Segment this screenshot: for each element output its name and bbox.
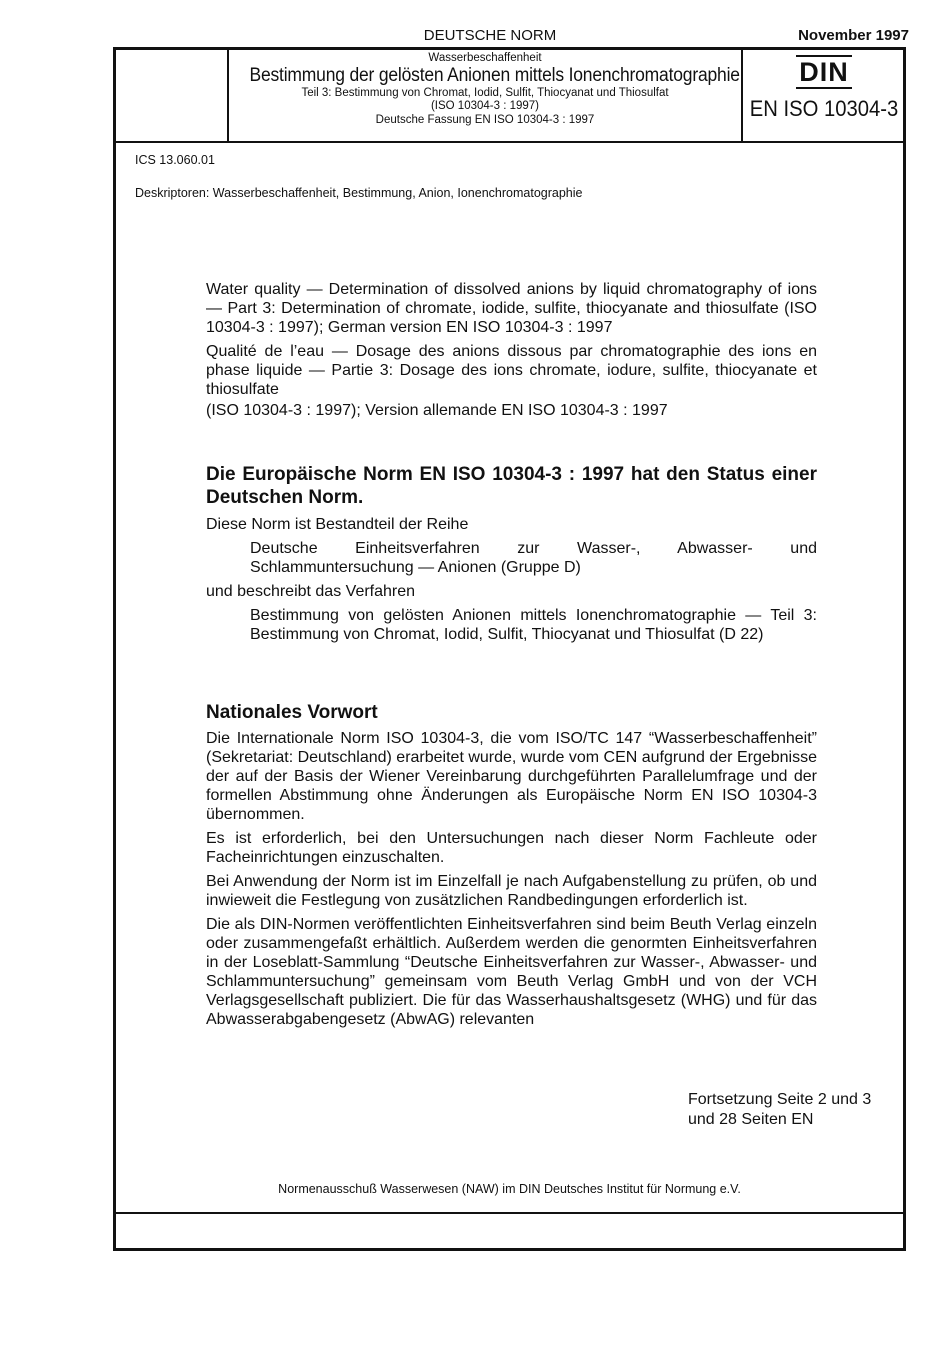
method-name: Bestimmung von gelösten Anionen mittels Ionenchromatographie — Teil 3: Bestimmung von Chromat, Iodid, Sulfit, Thiocyanat und Thiosulfat (D 22) xyxy=(250,607,817,643)
foreword-heading: Nationales Vorwort xyxy=(206,702,378,723)
status-heading: Die Europäische Norm EN ISO 10304-3 : 1997 hat den Status einer Deutschen Norm. xyxy=(206,464,817,508)
status-section xyxy=(206,463,817,649)
french-reference: (ISO 10304-3 : 1997); Version allemande EN ISO 10304-3 : 1997 xyxy=(206,402,668,419)
series-intro: Diese Norm ist Bestandteil der Reihe xyxy=(206,516,469,533)
ics-code: ICS 13.060.01 xyxy=(135,153,215,167)
standard-number: EN ISO 10304-3 xyxy=(749,96,899,121)
header-date: November 1997 xyxy=(798,27,909,44)
footer-divider xyxy=(113,1212,906,1214)
continuation-note xyxy=(688,1090,871,1130)
title-block xyxy=(229,52,741,127)
version-label: Deutsche Fassung EN ISO 10304-3 : 1997 xyxy=(375,113,595,126)
french-title: Qualité de l’eau — Dosage des anions dissous par chromatographie des ions en phase liquide — Partie 3: Dosage des ions chromate, iodure, sulfite, thiocyanate et thiosulfate xyxy=(206,343,817,398)
din-logo: DIN xyxy=(796,55,852,89)
page-frame xyxy=(113,47,906,1251)
part-title: Teil 3: Bestimmung von Chromat, Iodid, Sulfit, Thiocyanat und Thiosulfat xyxy=(301,87,669,100)
foreword-paragraph: Bei Anwendung der Norm ist im Einzelfall je nach Aufgabenstellung zu prüfen, ob und inwieweit die Festlegung von zusätzlichen Randbedingungen erforderlich ist. xyxy=(206,873,817,909)
header-label: DEUTSCHE NORM xyxy=(423,27,557,44)
topic: Wasserbeschaffenheit xyxy=(428,52,542,64)
series-name: Deutsche Einheitsverfahren zur Wasser-, Abwasser- und Schlammuntersuchung — Anionen (Gruppe D) xyxy=(250,540,817,576)
method-intro: und beschreibt das Verfahren xyxy=(206,583,416,600)
translations xyxy=(206,280,817,425)
descriptors: Deskriptoren: Wasserbeschaffenheit, Bestimmung, Anion, Ionenchromatographie xyxy=(135,186,583,200)
continuation-line-1: Fortsetzung Seite 2 und 3 xyxy=(688,1091,872,1108)
foreword-paragraph: Es ist erforderlich, bei den Untersuchungen nach dieser Norm Fachleute oder Facheinrichtungen einzuschalten. xyxy=(206,830,817,866)
english-title: Water quality — Determination of dissolved anions by liquid chromatography of ions — Part 3: Determination of chromate, iodide, sulfite, thiocyanate and thiosulfate (ISO 10304-3 : 1997); German version EN ISO 10304-3 : 1997 xyxy=(206,281,817,336)
foreword-paragraph: Die Internationale Norm ISO 10304-3, die vom ISO/TC 147 “Wasserbeschaffenheit” (Sekretariat: Deutschland) erarbeitet wurde, wurde vom CEN aufgrund der Ergebnisse der auf der Basis der Wiener Vereinbarung durchgeführten Parallelumfrage und der formellen Abstimmung ohne Änderungen als Europäische Norm EN ISO 10304-3 übernommen. xyxy=(206,730,817,823)
title-divider xyxy=(113,141,906,143)
main-title: Bestimmung der gelösten Anionen mittels Ionenchromatographie xyxy=(249,65,740,87)
din-box xyxy=(742,55,906,122)
iso-reference: (ISO 10304-3 : 1997) xyxy=(430,100,540,113)
foreword-section xyxy=(206,701,817,1034)
publisher-line: Normenausschuß Wasserwesen (NAW) im DIN Deutsches Institut für Normung e.V. xyxy=(278,1182,741,1196)
foreword-paragraph: Die als DIN-Normen veröffentlichten Einheitsverfahren sind beim Beuth Verlag einzeln oder zusammengefaßt erhältlich. Außerdem werden die genormten Einheitsverfahren in der Loseblatt-Sammlung “Deutsche Einheitsverfahren zur Wasser-, Abwasser- und Schlammuntersuchung” gemeinsam vom Beuth Verlag GmbH und von der VCH Verlagsgesellschaft publiziert. Die für das Wasserhaushaltsgesetz (WHG) und für das Abwasserabgabengesetz (AbwAG) relevanten xyxy=(206,916,817,1028)
continuation-line-2: und 28 Seiten EN xyxy=(688,1111,814,1128)
